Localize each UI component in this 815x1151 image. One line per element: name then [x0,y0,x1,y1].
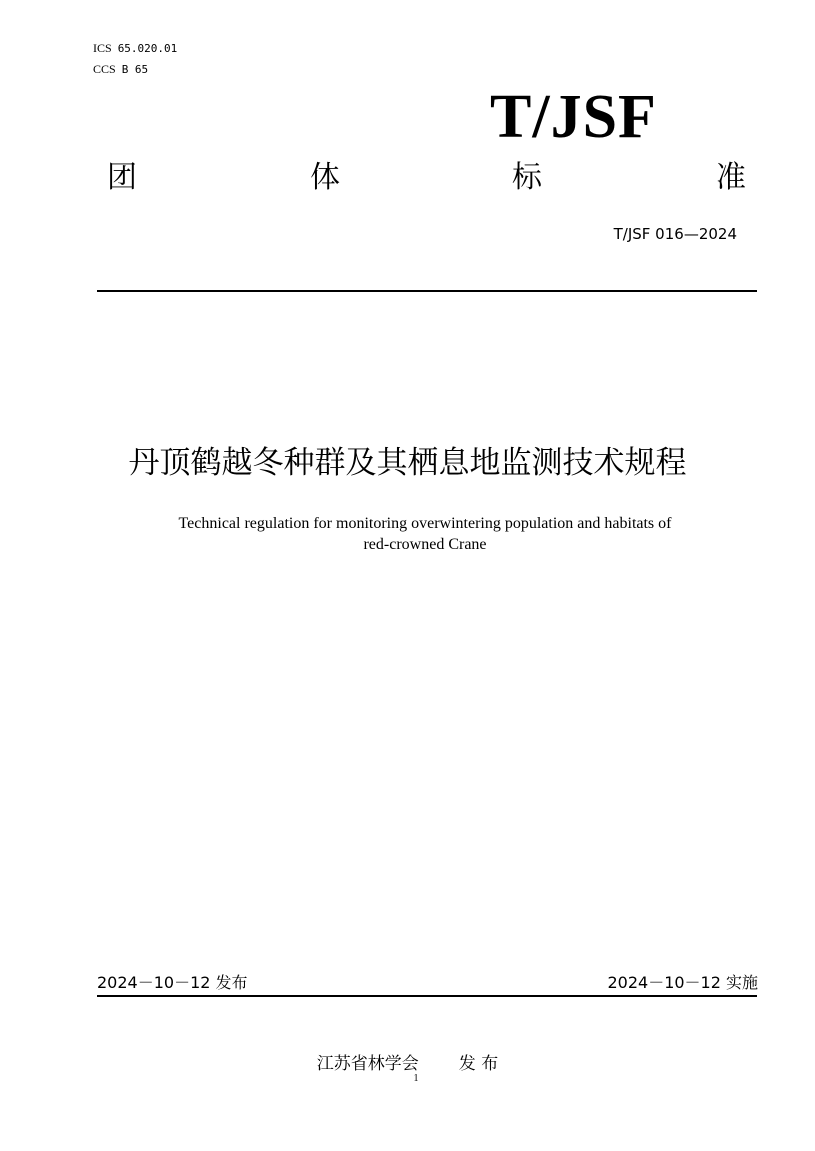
title-english-line-1: Technical regulation for monitoring overwintering population and habitats of [178,515,672,532]
ccs-label: CCS [93,62,116,76]
top-divider [97,290,757,292]
category-char-2: 体 [310,160,340,195]
standard-code: T/JSF 016—2024 [613,225,737,243]
category-char-1: 团 [107,160,137,195]
publish-date: 2024－10－12 发布 [97,973,248,992]
ccs-line [93,62,148,77]
category-char-4: 准 [716,160,746,195]
ccs-value: B 65 [121,63,149,76]
issuer-action: 发 布 [458,1054,499,1074]
title-english [100,513,750,555]
ics-value: 65.020.01 [117,42,178,55]
page-number: 1 [413,1073,419,1084]
ics-line [93,41,177,56]
brand-logo-text: T/JSF [490,83,657,151]
title-english-line-2: red-crowned Crane [363,536,487,553]
ics-label: ICS [93,41,112,55]
title-chinese: 丹顶鹤越冬种群及其栖息地监测技术规程 [128,445,687,481]
implement-date: 2024－10－12 实施 [607,973,758,992]
issuer-org: 江苏省林学会 [316,1054,419,1074]
bottom-divider [97,995,757,997]
category-char-3: 标 [512,160,542,195]
